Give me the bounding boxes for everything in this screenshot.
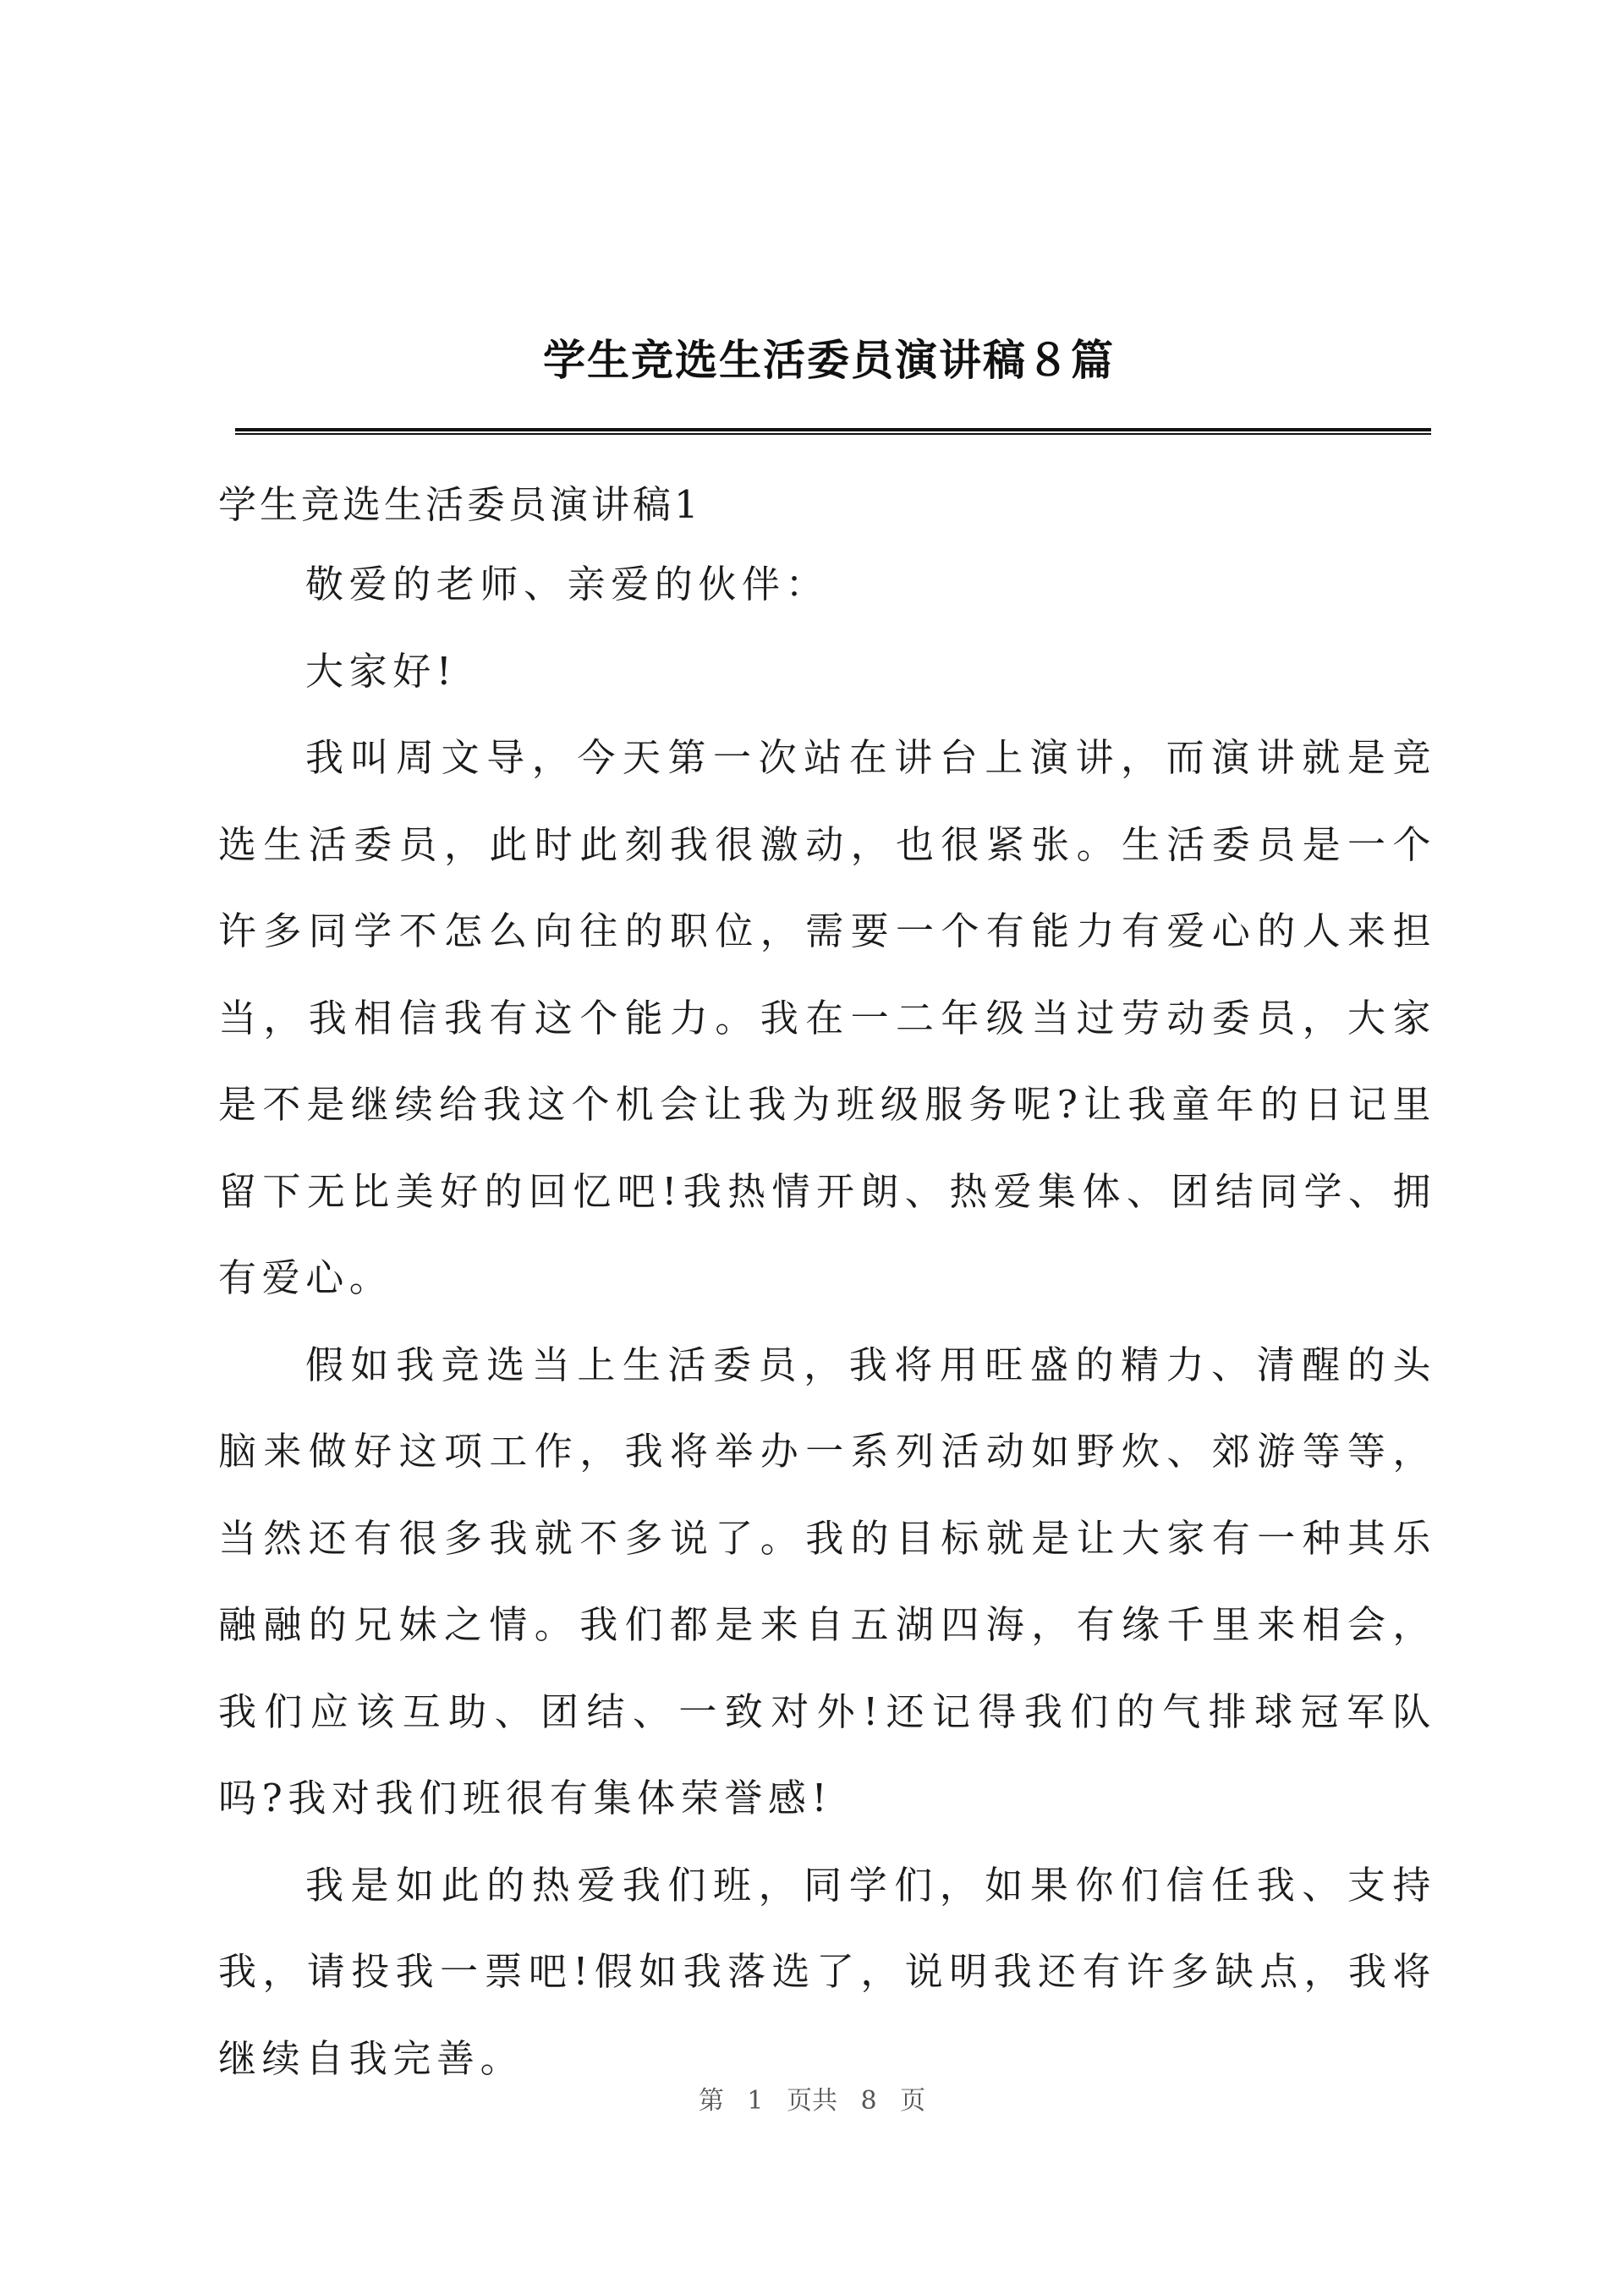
greeting: 大家好! — [305, 648, 458, 694]
document-body — [218, 541, 1436, 2102]
body-paragraph: 我是如此的热爱我们班，同学们，如果你们信任我、支持我，请投我一票吧!假如我落选了，说明我还有许多缺点，我将继续自我完善。 — [218, 1862, 1436, 2081]
body-paragraph: 假如我竞选当上生活委员，我将用旺盛的精力、清醒的头脑来做好这项工作，我将举办一系列活动如野炊、郊游等等，当然还有很多我就不多说了。我的目标就是让大家有一种其乐融融的兄妹之情。我们都是来自五湖四海，有缘千里来相会，我们应该互助、团结、一致对外!还记得我们的气排球冠军队吗?我对我们班很有集体荣誉感! — [218, 1342, 1436, 1820]
salutation: 敬爱的老师、亲爱的伙伴： — [305, 562, 830, 607]
document-title: 学生竞选生活委员演讲稿８篇 — [543, 335, 1115, 385]
page-footer: 第 1 页共 8 页 — [698, 2086, 926, 2116]
section-heading: 学生竞选生活委员演讲稿1 — [218, 482, 702, 527]
body-paragraph: 我叫周文导，今天第一次站在讲台上演讲，而演讲就是竞选生活委员，此时此刻我很激动，也很紧张。生活委员是一个许多同学不怎么向往的职位，需要一个有能力有爱心的人来担当，我相信我有这个能力。我在一二年级当过劳动委员，大家是不是继续给我这个机会让我为班级服务呢?让我童年的日记里留下无比美好的回忆吧!我热情开朗、热爱集体、团结同学、拥有爱心。 — [218, 735, 1436, 1300]
title-divider — [235, 428, 1431, 435]
